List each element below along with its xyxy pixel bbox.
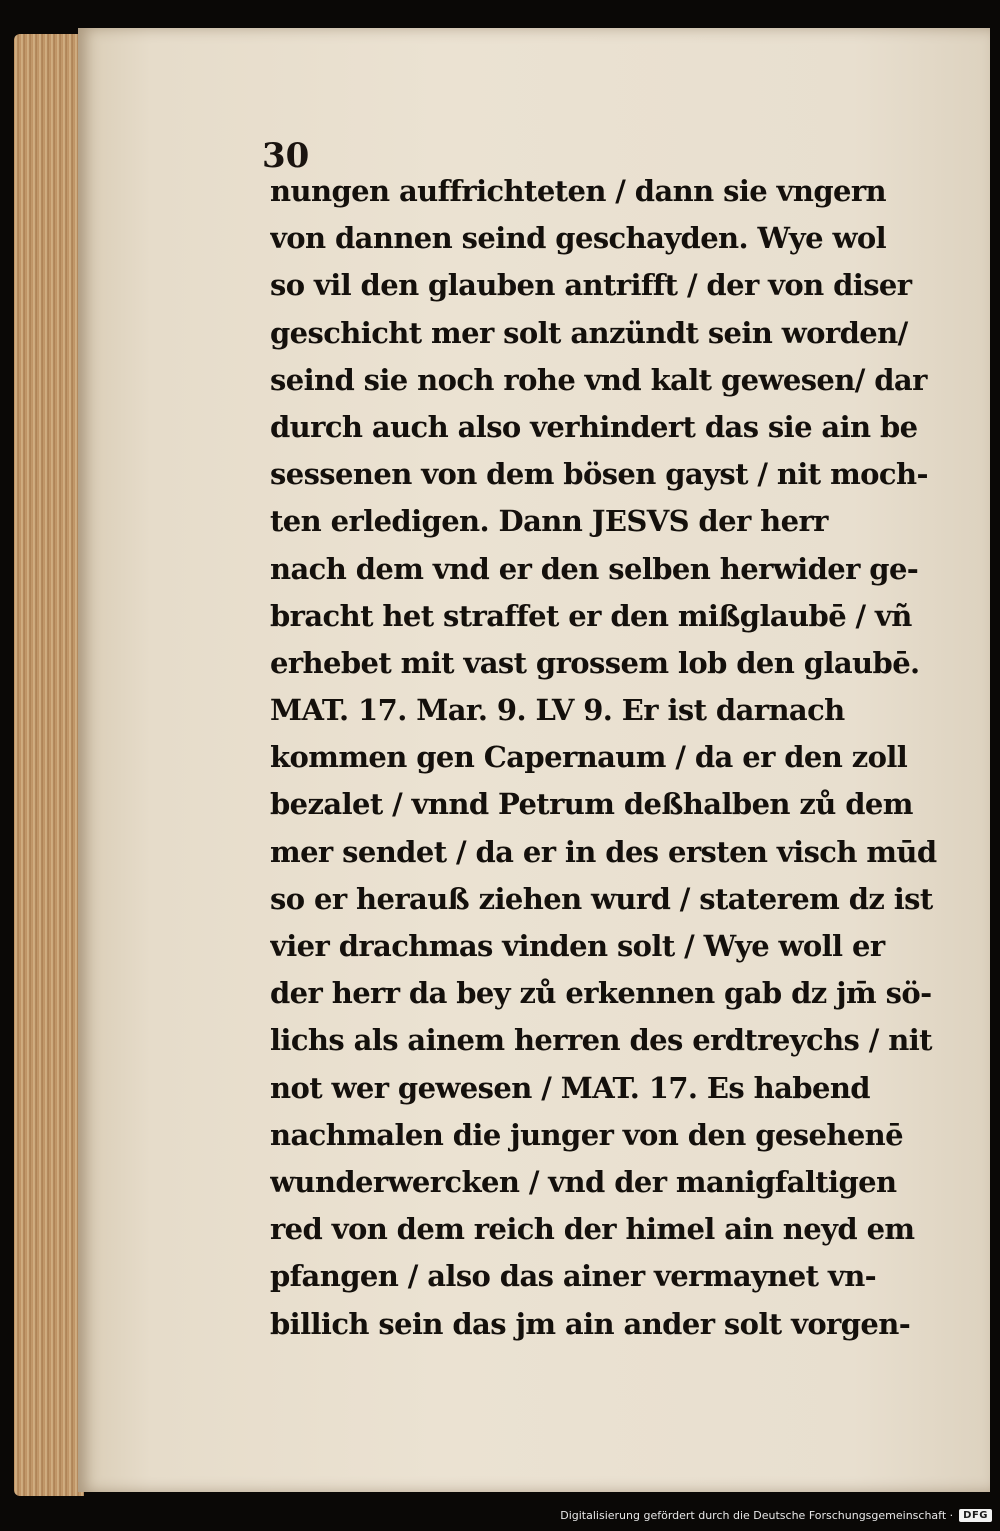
text-line: lichs als ainem herren des erdtreychs / nit — [270, 1023, 932, 1058]
page-text-block — [270, 168, 960, 1348]
book-page-edges — [14, 34, 84, 1496]
text-line: bracht het straffet er den mißglaubē / vñ — [270, 598, 912, 633]
text-line: bezalet / vnnd Petrum deßhalben zů dem — [270, 787, 913, 822]
text-line: ten erledigen. Dann JESVS der herr — [270, 504, 828, 539]
text-line: not wer gewesen / MAT. 17. Es habend — [270, 1070, 870, 1105]
text-line: pfangen / also das ainer vermaynet vn- — [270, 1259, 877, 1294]
digitization-footer — [560, 1505, 992, 1525]
text-line: von dannen seind geschayden. Wye wol — [270, 221, 886, 256]
text-line: der herr da bey zů erkennen gab dz jm̄ sö- — [270, 976, 932, 1011]
text-line: billich sein das jm ain ander solt vorgen- — [270, 1306, 911, 1341]
text-line: MAT. 17. Mar. 9. LV 9. Er ist darnach — [270, 693, 845, 728]
text-line: nach dem vnd er den selben herwider ge- — [270, 551, 919, 586]
text-line: vier drachmas vinden solt / Wye woll er — [270, 929, 885, 963]
text-line: wunderwercken / vnd der manigfaltigen — [270, 1164, 897, 1199]
text-line: geschicht mer solt anzündt sein worden/ — [270, 315, 908, 350]
page-number: 30 — [262, 136, 310, 176]
dfg-logo: DFG — [959, 1509, 992, 1522]
text-line: so er herauß ziehen wurd / staterem dz ist — [270, 881, 933, 916]
text-line: mer sendet / da er in des ersten visch mūd — [270, 834, 937, 869]
text-line: sessenen von dem bösen gayst / nit moch- — [270, 457, 928, 492]
text-line: nachmalen die junger von den gesehenē — [270, 1117, 904, 1152]
text-line: durch auch also verhindert das sie ain be — [270, 409, 918, 444]
text-line: nungen auffrichteten / dann sie vngern — [270, 174, 887, 208]
text-line: red von dem reich der himel ain neyd em — [270, 1212, 915, 1247]
text-line: kommen gen Capernaum / da er den zoll — [270, 740, 908, 775]
text-line: so vil den glauben antrifft / der von diser — [270, 268, 912, 303]
text-line: seind sie noch rohe vnd kalt gewesen/ dar — [270, 362, 927, 397]
funding-credit: Digitalisierung gefördert durch die Deutsche Forschungsgemeinschaft · — [560, 1508, 954, 1522]
text-line: erhebet mit vast grossem lob den glaubē. — [270, 645, 920, 680]
